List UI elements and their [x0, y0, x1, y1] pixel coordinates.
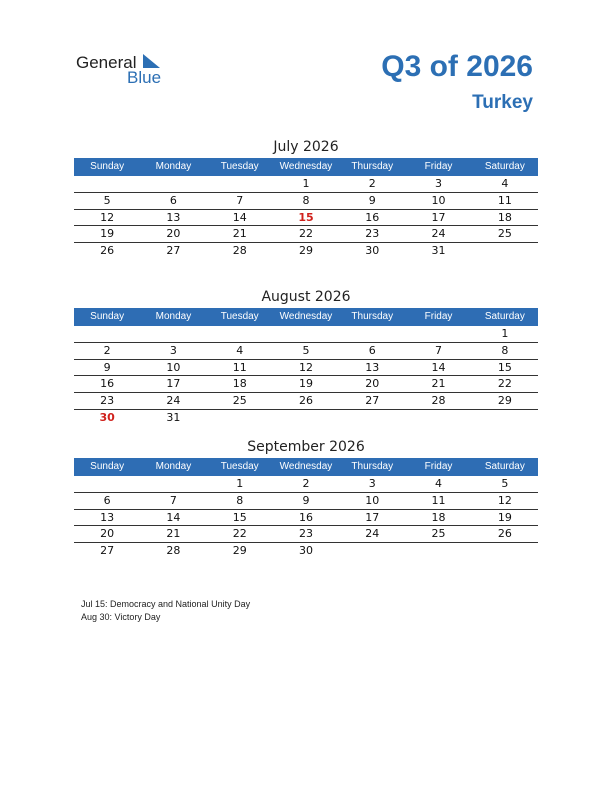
logo-triangle-icon: [141, 53, 161, 69]
day-cell: 7: [435, 343, 443, 357]
weekday-label: Saturday: [484, 461, 525, 472]
day-cell: [339, 410, 405, 427]
day-cell: 30: [99, 410, 115, 424]
day-cell: [472, 243, 538, 260]
day-cell: 4: [236, 343, 244, 357]
month-july: [74, 136, 538, 260]
weekday-label: Friday: [424, 161, 453, 172]
day-cell: 17: [166, 377, 181, 391]
day-cell: 27: [365, 394, 380, 408]
day-cell: 18: [232, 377, 247, 391]
day-cell: 8: [236, 493, 244, 507]
day-cell: 9: [368, 193, 376, 207]
day-cell: 21: [166, 527, 181, 541]
day-cell: 17: [365, 510, 380, 524]
weekday-label: Sunday: [90, 311, 125, 322]
day-cell: 26: [497, 527, 512, 541]
weekday-label: Tuesday: [220, 311, 259, 322]
day-cell: 24: [431, 227, 446, 241]
week-row: [74, 493, 538, 510]
weekday-label: Tuesday: [220, 161, 259, 172]
weekday-label: Thursday: [351, 461, 394, 472]
day-cell: [339, 543, 405, 560]
day-cell: 31: [431, 244, 446, 258]
weekday-label: Monday: [155, 161, 192, 172]
week-row: [74, 410, 538, 427]
day-cell: 25: [497, 227, 512, 241]
day-cell: 8: [501, 343, 509, 357]
day-cell: 23: [298, 527, 313, 541]
weekday-label: Monday: [155, 311, 192, 322]
day-cell: 19: [298, 377, 313, 391]
weekday-header: [74, 458, 538, 476]
day-cell: [74, 176, 140, 192]
day-cell: 9: [103, 360, 111, 374]
weekday-label: Friday: [424, 311, 453, 322]
day-cell: 12: [100, 210, 115, 224]
day-cell: [472, 410, 538, 427]
day-cell: 5: [302, 343, 310, 357]
day-cell: 30: [298, 544, 313, 558]
day-cell: 15: [232, 510, 247, 524]
day-cell: [273, 326, 339, 342]
day-cell: 29: [232, 544, 247, 558]
day-cell: 2: [302, 477, 310, 490]
day-cell: [405, 410, 471, 427]
week-row: [74, 193, 538, 210]
week-row: [74, 210, 538, 227]
day-cell: 23: [100, 394, 115, 408]
week-row: [74, 376, 538, 393]
day-cell: 19: [100, 227, 115, 241]
month-title: August 2026: [261, 289, 351, 305]
day-cell: [140, 476, 206, 492]
day-cell: 17: [431, 210, 446, 224]
day-cell: 11: [431, 493, 446, 507]
day-cell: 15: [298, 210, 314, 224]
day-cell: 9: [302, 493, 310, 507]
day-cell: [339, 326, 405, 342]
week-row: [74, 326, 538, 343]
day-cell: 29: [298, 244, 313, 258]
day-cell: 1: [302, 177, 310, 190]
day-cell: 26: [100, 244, 115, 258]
weekday-label: Friday: [424, 461, 453, 472]
day-cell: 10: [431, 193, 446, 207]
day-cell: 8: [302, 193, 310, 207]
day-cell: 30: [365, 244, 380, 258]
week-row: [74, 360, 538, 377]
day-cell: 27: [166, 244, 181, 258]
day-cell: [472, 543, 538, 560]
day-cell: 13: [166, 210, 181, 224]
day-cell: 27: [100, 544, 115, 558]
week-row: [74, 176, 538, 193]
day-cell: [140, 176, 206, 192]
month-september: [74, 436, 538, 560]
weekday-label: Saturday: [484, 161, 525, 172]
week-row: [74, 526, 538, 543]
week-row: [74, 343, 538, 360]
day-cell: 11: [497, 193, 512, 207]
day-cell: 20: [365, 377, 380, 391]
day-cell: [405, 326, 471, 342]
day-cell: 26: [298, 394, 313, 408]
day-cell: 24: [166, 394, 181, 408]
day-cell: 16: [298, 510, 313, 524]
month-august: [74, 286, 538, 427]
day-cell: 10: [365, 493, 380, 507]
day-cell: [74, 476, 140, 492]
day-cell: 6: [103, 493, 111, 507]
weekday-label: Wednesday: [279, 461, 333, 472]
weekday-label: Monday: [155, 461, 192, 472]
day-cell: 19: [497, 510, 512, 524]
month-title: July 2026: [273, 139, 339, 155]
weekday-header: [74, 158, 538, 176]
day-cell: 21: [431, 377, 446, 391]
day-cell: 28: [232, 244, 247, 258]
day-cell: 28: [431, 394, 446, 408]
week-row: [74, 226, 538, 243]
day-cell: 20: [166, 227, 181, 241]
holiday-note: Jul 15: Democracy and National Unity Day: [81, 599, 251, 609]
holiday-notes: [81, 598, 250, 624]
day-cell: 7: [169, 493, 177, 507]
logo-text-blue: Blue: [127, 68, 162, 87]
day-cell: 15: [497, 360, 512, 374]
day-cell: 25: [232, 394, 247, 408]
day-cell: 14: [431, 360, 446, 374]
day-cell: 22: [497, 377, 512, 391]
day-cell: 4: [501, 177, 509, 190]
weekday-label: Saturday: [484, 311, 525, 322]
weekday-header: [74, 308, 538, 326]
weekday-label: Wednesday: [279, 311, 333, 322]
day-cell: [207, 326, 273, 342]
logo-text-general: General: [76, 53, 137, 72]
day-cell: 18: [497, 210, 512, 224]
day-cell: 13: [100, 510, 115, 524]
day-cell: 14: [166, 510, 181, 524]
week-row: [74, 393, 538, 410]
day-cell: 22: [298, 227, 313, 241]
day-cell: [207, 410, 273, 427]
holiday-note: Aug 30: Victory Day: [81, 612, 161, 622]
week-row: [74, 543, 538, 560]
day-cell: 31: [166, 410, 181, 424]
week-row: [74, 476, 538, 493]
day-cell: 6: [368, 343, 376, 357]
day-cell: [207, 176, 273, 192]
day-cell: 23: [365, 227, 380, 241]
day-cell: 3: [435, 177, 443, 190]
day-cell: 13: [365, 360, 380, 374]
day-cell: 5: [103, 193, 111, 207]
day-cell: 4: [435, 477, 443, 490]
day-cell: 2: [103, 343, 111, 357]
day-cell: 2: [368, 177, 376, 190]
day-cell: 1: [236, 477, 244, 490]
day-cell: [74, 326, 140, 342]
week-row: [74, 243, 538, 260]
day-cell: 22: [232, 527, 247, 541]
page-title: Q3 of 2026: [381, 50, 533, 83]
weekday-label: Sunday: [90, 161, 125, 172]
day-cell: 12: [497, 493, 512, 507]
day-cell: 24: [365, 527, 380, 541]
day-cell: 12: [298, 360, 313, 374]
day-cell: 21: [232, 227, 247, 241]
day-cell: [405, 543, 471, 560]
day-cell: 11: [232, 360, 247, 374]
day-cell: 10: [166, 360, 181, 374]
day-cell: 20: [100, 527, 115, 541]
weekday-label: Thursday: [351, 311, 394, 322]
weekday-label: Tuesday: [220, 461, 259, 472]
day-cell: 14: [232, 210, 247, 224]
day-cell: [273, 410, 339, 427]
day-cell: [140, 326, 206, 342]
day-cell: 18: [431, 510, 446, 524]
weekday-label: Sunday: [90, 461, 125, 472]
day-cell: 16: [100, 377, 115, 391]
country-name: Turkey: [472, 92, 533, 113]
day-cell: 7: [236, 193, 244, 207]
day-cell: 6: [169, 193, 177, 207]
day-cell: 16: [365, 210, 380, 224]
day-cell: 29: [497, 394, 512, 408]
day-cell: 3: [368, 477, 376, 490]
month-title: September 2026: [247, 439, 365, 455]
day-cell: 25: [431, 527, 446, 541]
weekday-label: Thursday: [351, 161, 394, 172]
day-cell: 28: [166, 544, 181, 558]
weekday-label: Wednesday: [279, 161, 333, 172]
week-row: [74, 510, 538, 527]
day-cell: 1: [501, 327, 509, 340]
day-cell: 3: [169, 343, 177, 357]
day-cell: 5: [501, 477, 509, 490]
